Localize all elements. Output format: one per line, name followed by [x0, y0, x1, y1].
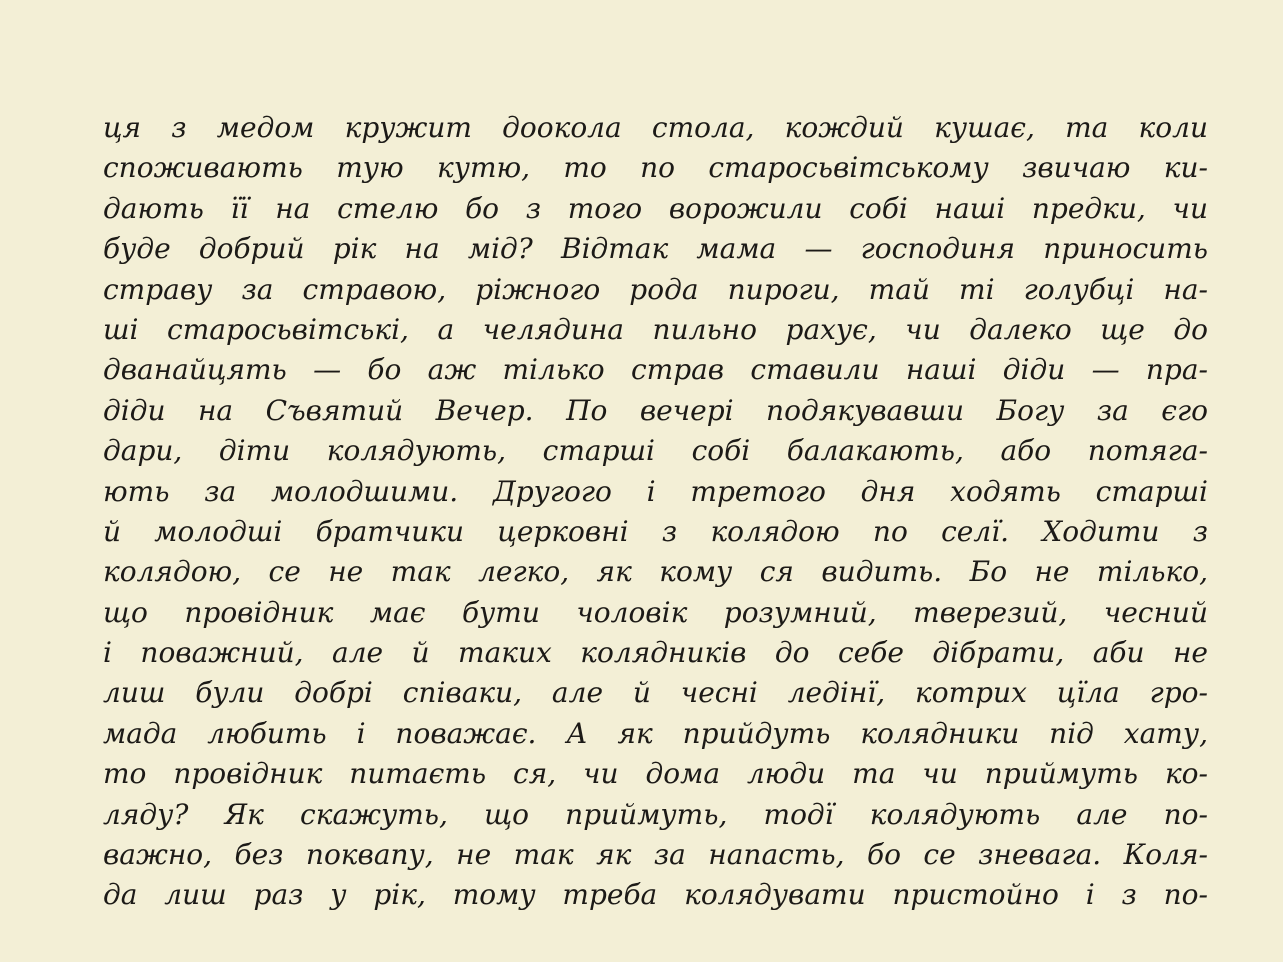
text-line-16: мада любить і поважає. А як прийдуть колядники під хату, [103, 716, 1208, 750]
text-line-9: дари, діти колядують, старші собі балакають, або потяга- [103, 434, 1208, 468]
text-line-19: важно, без поквапу, не так як за напасть, бо се зневага. Коля- [103, 838, 1208, 872]
text-line-13: що провідник має бути чоловік розумний, тверезий, чесний [103, 595, 1208, 629]
text-line-6: ші старосьвітські, а челядина пильно рахує, чи далеко ще до [103, 312, 1208, 346]
text-line-3: дають її на стелю бо з того ворожили собі наші предки, чи [103, 191, 1208, 225]
text-line-11: й молодші братчики церковні з колядою по селї. Ходити з [103, 514, 1208, 548]
text-block [103, 108, 1208, 916]
text-line-7: дванайцять — бо аж тілько страв ставили наші діди — пра- [103, 353, 1208, 387]
text-line-14: і поважний, але й таких колядників до себе дібрати, аби не [103, 636, 1208, 670]
text-line-17: то провідник питаєть ся, чи дома люди та чи приймуть ко- [103, 757, 1208, 791]
text-line-5: страву за стравою, ріжного рода пироги, тай ті голубці на- [103, 272, 1208, 306]
text-line-12: колядою, се не так легко, як кому ся видить. Бо не тілько, [103, 555, 1208, 589]
text-line-10: ють за молодшими. Другого і третого дня ходять старші [103, 474, 1208, 508]
text-line-4: буде добрий рік на мід? Відтак мама — господиня приносить [103, 232, 1208, 266]
text-line-20: да лиш раз у рік, тому треба колядувати пристойно і з по- [103, 878, 1208, 912]
text-line-2: споживають тую кутю, то по старосьвітському звичаю ки- [103, 151, 1208, 185]
text-line-18: ляду? Як скажуть, що приймуть, тодї колядують але по- [103, 797, 1208, 831]
text-line-15: лиш були добрі співаки, але й чесні ледінї, котрих цїла гро- [103, 676, 1208, 710]
text-line-1: ця з медом кружит доокола стола, кождий кушає, та коли [103, 111, 1208, 144]
text-line-8: діди на Съвятий Вечер. По вечері подякувавши Богу за єго [103, 393, 1208, 427]
